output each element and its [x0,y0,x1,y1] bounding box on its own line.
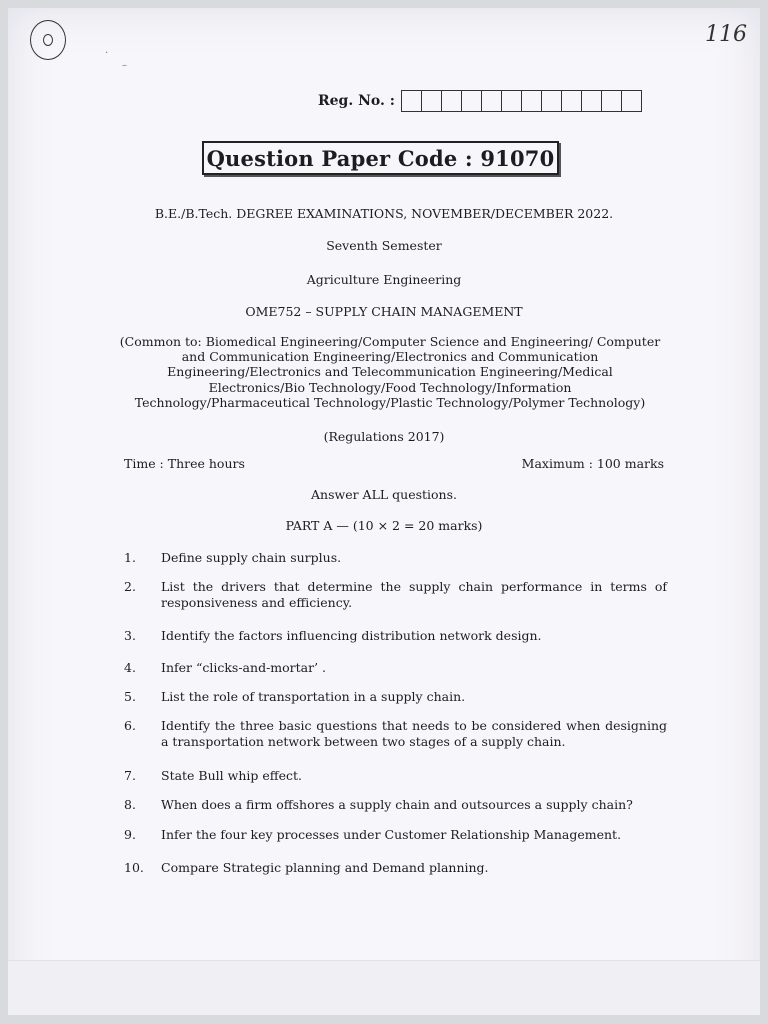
reg-no-digit-box [502,91,522,111]
question-text: Define supply chain surplus. [161,550,342,565]
question-number: 8. [124,797,136,812]
reg-no-row [318,90,642,112]
question-number: 9. [124,827,136,842]
reg-no-digit-box [482,91,502,111]
common-to-line: Electronics/Bio Technology/Food Technology/Information [208,379,572,395]
pencil-mark: · [105,48,109,59]
common-to-block [110,334,670,410]
reg-no-label: Reg. No. : [318,93,395,109]
department: Agriculture Engineering [306,272,462,287]
question-number: 2. [124,579,136,594]
time-allowed: Time : Three hours [124,456,245,471]
course-title: OME752 – SUPPLY CHAIN MANAGEMENT [245,304,523,319]
question-number: 10. [124,860,144,875]
pencil-mark: – [122,60,127,71]
reg-no-digit-box [522,91,542,111]
common-to-line: (Common to: Biomedical Engineering/Computer Science and Engineering/ Computer [119,334,661,349]
question-text: When does a firm offshores a supply chain and outsources a supply chain? [161,797,633,812]
question-number: 7. [124,768,136,783]
reg-no-boxes [401,90,642,112]
reg-no-digit-box [402,91,422,111]
question-text: Infer “clicks-and-mortar’ . [161,660,327,675]
semester: Seventh Semester [326,238,442,253]
reg-no-digit-box [582,91,602,111]
question-text: Identify the factors influencing distribution network design. [161,628,542,643]
common-to-line: Technology/Pharmaceutical Technology/Plastic Technology/Polymer Technology) [134,394,646,410]
question-text: Identify the three basic questions that needs to be considered when designing a transportation network between two stages of a supply chain. [161,718,667,749]
question-number: 4. [124,660,136,675]
question-text: Infer the four key processes under Customer Relationship Management. [161,827,622,842]
reg-no-digit-box [462,91,482,111]
reg-no-digit-box [542,91,562,111]
question-number: 5. [124,689,136,704]
regulations: (Regulations 2017) [323,429,445,444]
handwritten-page-note: 116 [705,22,747,47]
exam-title: B.E./B.Tech. DEGREE EXAMINATIONS, NOVEMBER/DECEMBER 2022. [154,206,614,221]
question-number: 6. [124,718,136,733]
question-text: State Bull whip effect. [161,768,303,783]
common-to-line: Engineering/Electronics and Telecommunication Engineering/Medical [167,364,613,380]
question-text: Compare Strategic planning and Demand planning. [161,860,489,875]
reg-no-digit-box [442,91,462,111]
scan-bottom-strip [8,960,760,1015]
reg-no-digit-box [602,91,622,111]
circled-annotation-mark [30,20,66,60]
instruction: Answer ALL questions. [311,487,457,502]
question-number: 1. [124,550,136,565]
common-to-line: and Communication Engineering/Electronics and Communication [181,349,599,365]
reg-no-digit-box [422,91,442,111]
maximum-marks: Maximum : 100 marks [521,456,664,471]
question-text: List the drivers that determine the supply chain performance in terms of responsiveness and efficiency. [161,579,667,610]
part-a-heading: PART A — (10 × 2 = 20 marks) [285,518,483,533]
question-text: List the role of transportation in a supply chain. [161,689,466,704]
reg-no-digit-box [562,91,582,111]
question-number: 3. [124,628,136,643]
reg-no-digit-box [622,91,641,111]
time-marks-row [124,456,664,471]
question-paper-code: Question Paper Code : 91070 [202,141,559,175]
